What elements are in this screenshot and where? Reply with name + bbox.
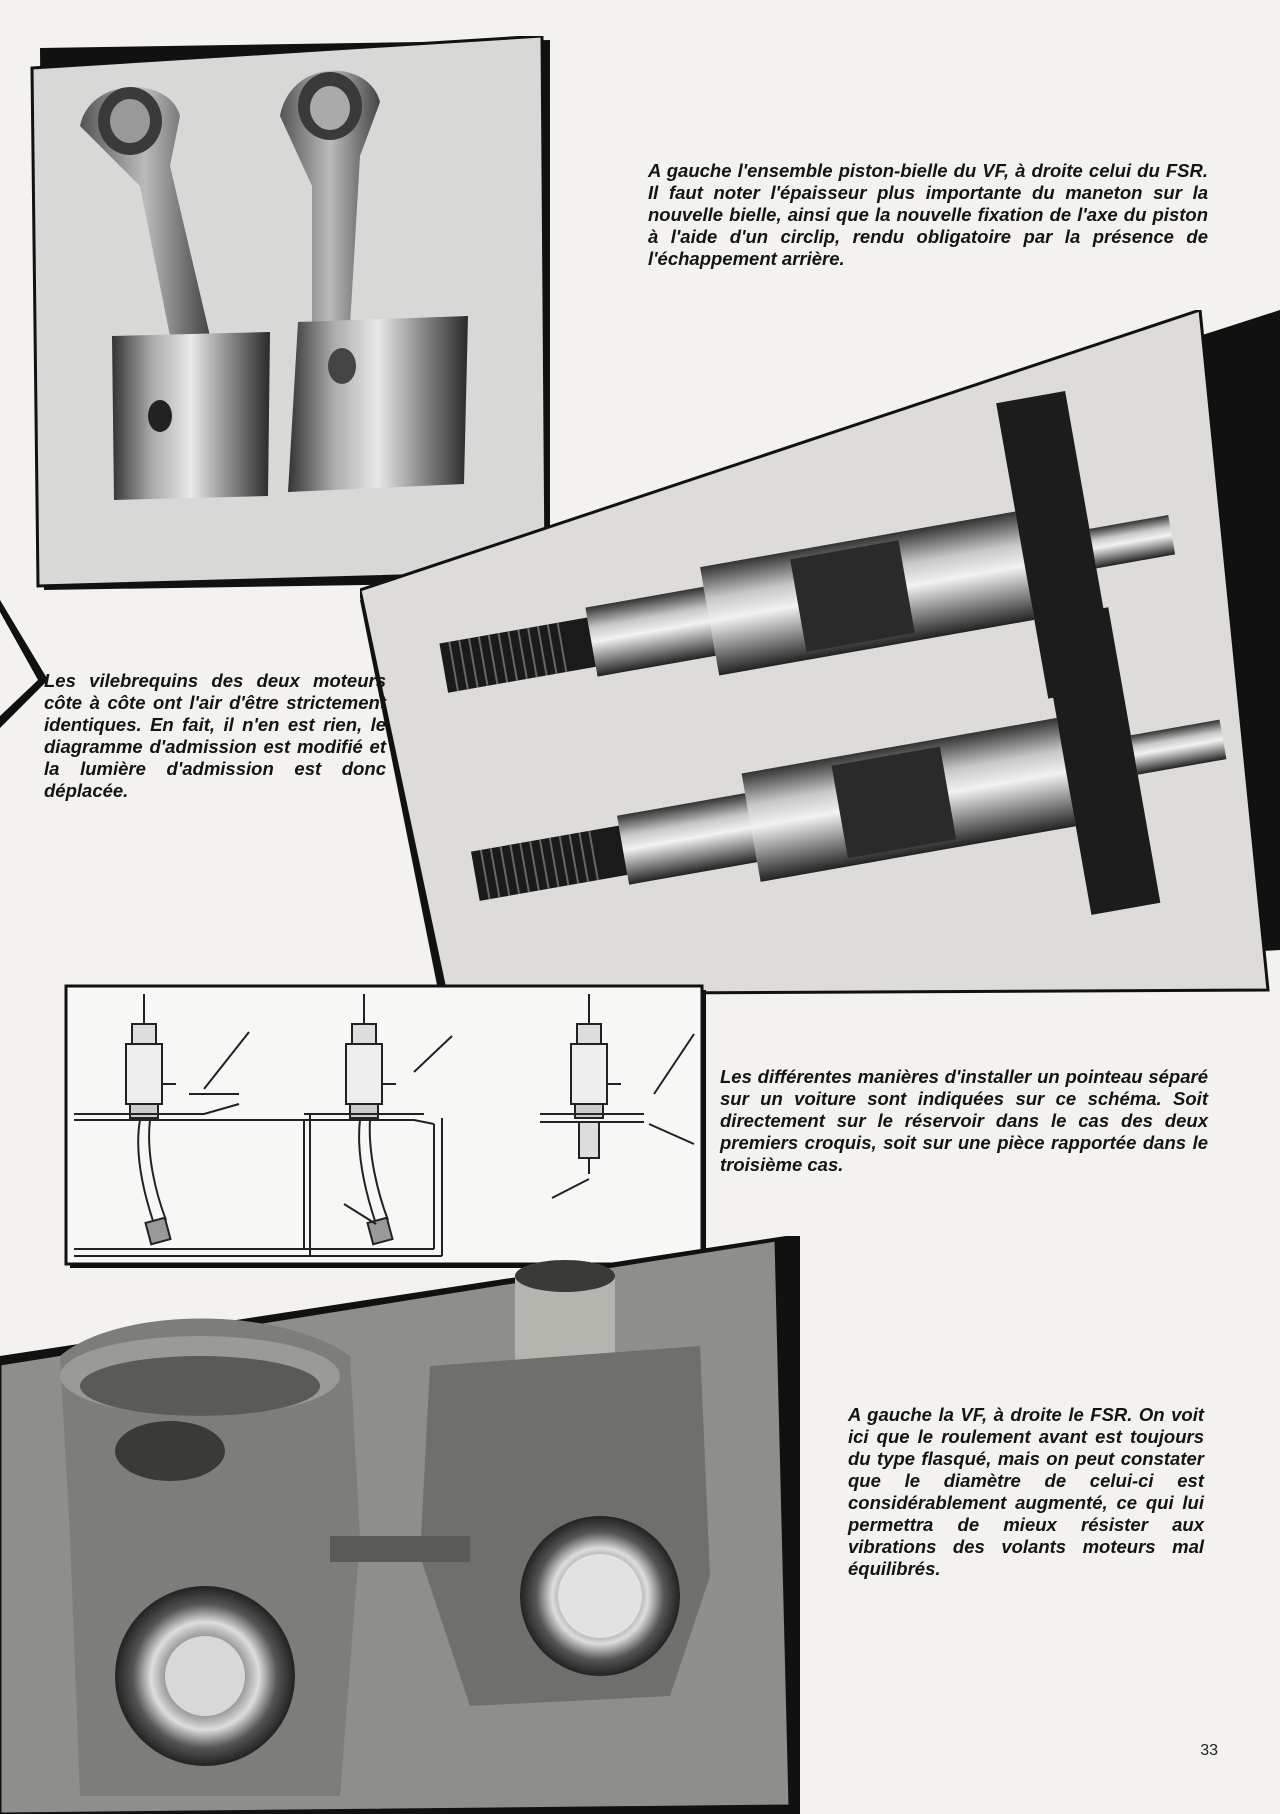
page-number: 33 [1200, 1742, 1218, 1759]
caption-crankcases: A gauche la VF, à droite le FSR. On voit ici que le roulement avant est toujours du type flasqué, mais on peut constater que le diamètre de celui-ci est considérablement augmenté, ce qui lui permettra de mieux résister aux vibrations des volants moteurs mal équilibrés. [848, 1404, 1204, 1579]
needle-valve-diagram [64, 984, 710, 1274]
frame-edge-fragment [0, 600, 50, 730]
caption-crankshafts: Les vilebrequins des deux moteurs côte à côte ont l'air d'être strictement identiques. En fait, il n'en est rien, le diagramme d'admission est modifié et la lumière d'admission est donc déplacée. [44, 670, 386, 801]
crankcase-photo [0, 1236, 800, 1814]
left-piston [112, 332, 270, 500]
caption-needle-valve: Les différentes manières d'installer un pointeau séparé sur un voiture sont indiquées sur ce schéma. Soit directement sur le réservoir dans le cas des deux premiers croquis, soit sur une pièce rapportée dans le troisième cas. [720, 1066, 1208, 1175]
left-crankcase [60, 1319, 360, 1797]
crankshaft-photo [360, 310, 1280, 1000]
caption-pistons: A gauche l'ensemble piston-bielle du VF, à droite celui du FSR. Il faut noter l'épaisseur plus importante du maneton sur la nouvelle bielle, ainsi que la nouvelle fixation de l'axe du piston à l'aide d'un circlip, rendu obligatoire par la présence de l'échappement arrière. [648, 160, 1208, 269]
